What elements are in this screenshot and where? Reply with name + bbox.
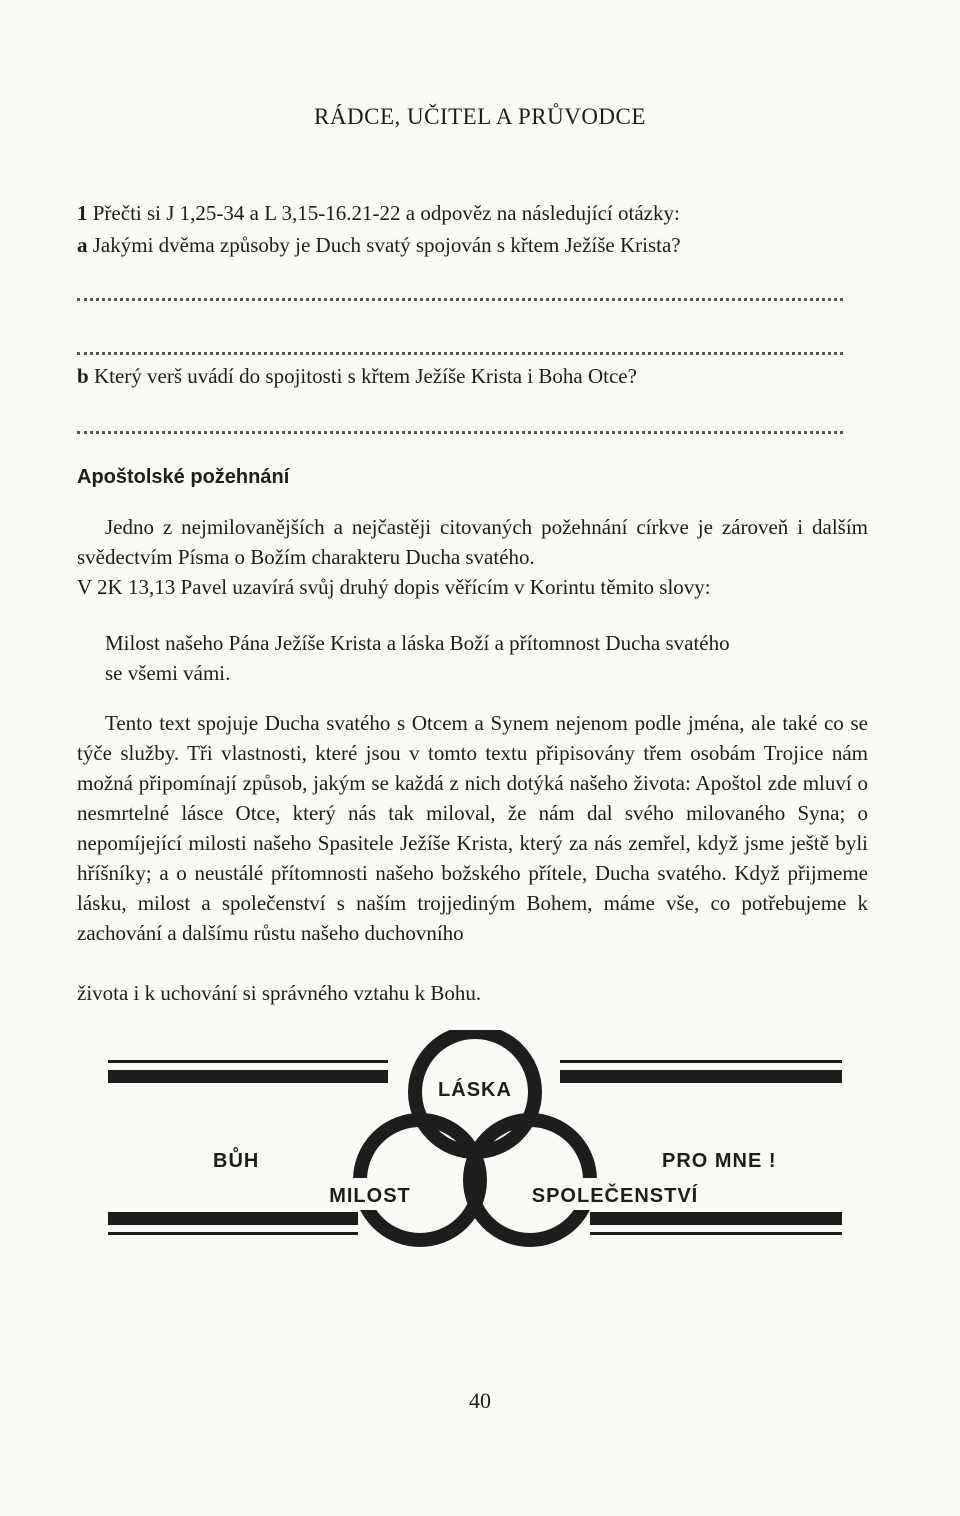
- answer-line-2[interactable]: [77, 352, 843, 355]
- body-line: tak miloval, že nám dal svého milovaného Syna; o nepomíjející milosti našeho: [77, 801, 868, 855]
- intro-paragraph: [77, 512, 868, 572]
- quote-line: Milost našeho Pána Ježíše Krista a láska Boží a přítomnost Ducha svatého: [105, 631, 730, 655]
- body-line: hříšníky; a o neustálé přítomnosti našeho božského přítele, Ducha svatého.: [77, 861, 727, 885]
- question-1b-text: Který verš uvádí do spojitosti s křtem Ježíše Krista i Boha Otce?: [93, 364, 637, 388]
- page-header: RÁDCE, UČITEL A PRŮVODCE: [314, 104, 646, 129]
- body-line: dotýká našeho života: Apoštol zde mluví o nesmrtelné lásce Otce, který nás: [77, 771, 869, 825]
- intro-line: Jedno z nejmilovanějších a nejčastěji citovaných požehnání církve je: [105, 515, 713, 539]
- question-1a-text: Jakými dvěma způsoby je Duch svatý spojován s křtem Ježíše Krista?: [92, 233, 681, 257]
- question-1: [77, 197, 877, 229]
- body-line: života i k uchování si správného vztahu k Bohu.: [77, 981, 482, 1005]
- question-1b-label: b: [77, 364, 89, 388]
- intro-line: zároveň i dalším svědectvím Písma o Božím charakteru Ducha svatého.: [77, 515, 868, 569]
- body-line: Tento text spojuje Ducha svatého s Otcem a Synem nejenom podle jména,: [105, 711, 745, 735]
- bottom-thin-bar-right: [590, 1232, 842, 1235]
- label-pro-mne: PRO MNE !: [662, 1150, 777, 1172]
- body-paragraph-end: [77, 978, 868, 1008]
- body-line: Spasitele Ježíše Krista, který za nás zemřel, když jsme ještě byli: [317, 831, 868, 855]
- top-thin-bar-left: [108, 1060, 388, 1063]
- bottom-thick-bar-left: [108, 1212, 358, 1225]
- label-buh: BŮH: [213, 1150, 260, 1172]
- body-line: třem osobám Trojice nám možná připomínají způsob, jakým se každá z nich: [77, 741, 869, 795]
- top-thick-bar-right: [560, 1070, 842, 1083]
- intro-line: V 2K 13,13 Pavel uzavírá svůj druhý dopis věřícím v Korintu těmito slovy:: [77, 575, 711, 599]
- question-1b: [77, 360, 877, 392]
- trinity-diagram: [100, 1030, 860, 1280]
- answer-line-1[interactable]: [77, 298, 843, 301]
- answer-line-3[interactable]: [77, 431, 843, 434]
- scripture-quote: [105, 628, 870, 688]
- bottom-thin-bar-left: [108, 1232, 358, 1235]
- question-1a: [77, 229, 877, 261]
- section-title: Apoštolské požehnání: [77, 466, 290, 488]
- intro-paragraph-end: [77, 572, 868, 602]
- label-milost: MILOST: [329, 1185, 411, 1207]
- label-laska: LÁSKA: [438, 1079, 512, 1101]
- top-thin-bar-right: [560, 1060, 842, 1063]
- body-line: ale také co se týče služby. Tři vlastnosti, které jsou v tomto textu připisovány: [77, 711, 868, 765]
- bottom-thick-bar-right: [590, 1212, 842, 1225]
- top-thick-bar-left: [108, 1070, 388, 1083]
- trinity-diagram-svg: [100, 1030, 860, 1280]
- question-1-number: 1: [77, 201, 88, 225]
- page-number: 40: [469, 1388, 491, 1413]
- body-paragraph: [77, 708, 868, 948]
- quote-line: se všemi vámi.: [105, 661, 231, 685]
- label-spolecenstvi: SPOLEČENSTVÍ: [531, 1185, 699, 1207]
- question-1-text: Přečti si J 1,25-34 a L 3,15-16.21-22 a odpověz na následující otázky:: [92, 201, 680, 225]
- body-line: Když přijmeme lásku, milost a společenství s naším trojjediným Bohem,: [77, 861, 869, 915]
- body-line: máme vše, co potřebujeme k zachování a dalšímu růstu našeho duchovního: [77, 891, 869, 945]
- question-1a-label: a: [77, 233, 88, 257]
